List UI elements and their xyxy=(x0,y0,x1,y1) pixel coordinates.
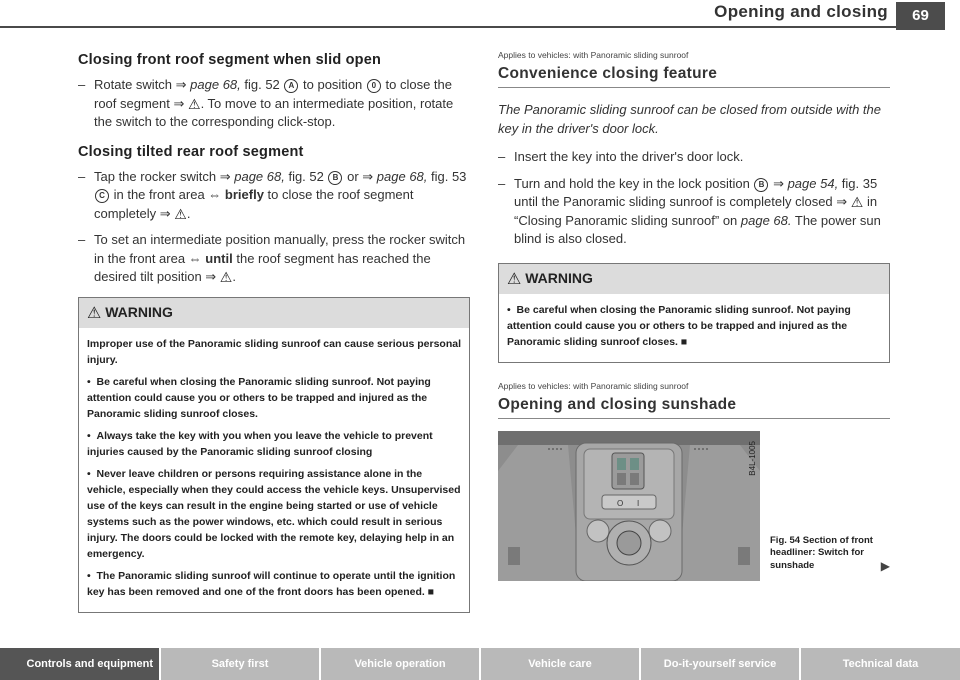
callout-0: 0 xyxy=(367,79,381,93)
page-reference[interactable]: page 68, xyxy=(376,168,428,184)
page-reference[interactable]: page 68. xyxy=(740,212,792,228)
warning-box xyxy=(78,297,470,613)
warning-bullet: • Never leave children or persons requiring assistance alone in the vehicle, especially when they could access the vehicle keys. Unsupervised use of the keys can result in the engine being started or use of vehicle systems such as the power windows, etc. which could result in serious injury. The doors could be locked with the remote key, delaying help in an emergency. xyxy=(87,467,461,560)
end-mark: ■ xyxy=(427,585,435,598)
continue-arrow-icon: ▶ xyxy=(880,558,890,573)
warning-triangle-icon: ⚠ xyxy=(507,270,522,288)
tab-safety-first[interactable]: Safety first xyxy=(161,648,321,680)
warning-body xyxy=(79,328,469,612)
section-heading-rear-segment: Closing tilted rear roof segment xyxy=(78,143,304,160)
tab-vehicle-care[interactable]: Vehicle care xyxy=(481,648,641,680)
section-rule xyxy=(498,418,890,419)
step-insert-key: – Insert the key into the driver's door lock. xyxy=(498,148,890,167)
figure-54 xyxy=(498,431,890,583)
step-turn-key: – Turn and hold the key in the lock position B ⇒ page 54, fig. 35 until the Panoramic sliding sunroof is completely closed ⇒ ⚠ in “Closing Panoramic sliding sunroof” on page 68. The power sun blind is also closed. xyxy=(498,175,890,249)
rocker-symbol-icon: ⇔ xyxy=(188,250,202,266)
section-rule xyxy=(498,87,890,88)
tab-controls-and-equipment[interactable]: Controls and equipment xyxy=(0,648,161,680)
end-mark: ■ xyxy=(680,335,688,348)
warning-header: ⚠ WARNING xyxy=(499,264,889,294)
step-tap-rocker: – Tap the rocker switch ⇒ page 68, fig. 52 B or ⇒ page 68, fig. 53 C in the front area ⇔ briefly to close the roof segment completely ⇒ ⚠. xyxy=(78,168,470,224)
warning-header: ⚠ WARNING xyxy=(79,298,469,328)
footer-nav xyxy=(0,648,960,680)
left-column xyxy=(78,52,470,613)
callout-c: C xyxy=(95,189,109,203)
tab-do-it-yourself-service[interactable]: Do-it-yourself service xyxy=(641,648,801,680)
warning-intro: Improper use of the Panoramic sliding sunroof can cause serious personal injury. xyxy=(87,337,462,366)
warning-triangle-icon: ⚠ xyxy=(219,269,233,285)
section-heading-front-segment: Closing front roof segment when slid open xyxy=(78,52,382,68)
step-rotate-switch: – Rotate switch ⇒ page 68, fig. 52 A to position 0 to close the roof segment ⇒ ⚠. To move to an intermediate position, rotate the switch to the corresponding click-stop. xyxy=(78,76,470,132)
page-reference[interactable]: page 54, xyxy=(787,175,839,191)
warning-bullet: • Always take the key with you when you leave the vehicle to prevent injuries caused by the Panoramic sliding sunroof closing xyxy=(87,429,433,458)
section-title-sunshade: Opening and closing sunshade xyxy=(498,395,737,413)
switch-label-off: O xyxy=(617,498,624,508)
warning-triangle-icon: ⚠ xyxy=(188,95,201,112)
tab-vehicle-operation[interactable]: Vehicle operation xyxy=(321,648,481,680)
rocker-symbol-icon: ⇔ xyxy=(208,187,222,202)
warning-body xyxy=(499,294,889,362)
header-rule xyxy=(0,26,908,28)
headliner-photo xyxy=(498,431,760,581)
warning-triangle-icon: ⚠ xyxy=(174,205,187,222)
callout-b: B xyxy=(328,171,342,185)
page-number: 69 xyxy=(896,2,945,30)
warning-bullet: • Be careful when closing the Panoramic sliding sunroof. Not paying attention could cause you or others to be trapped and injured as the Panoramic sliding sunroof closes. ■ xyxy=(507,303,851,348)
warning-box xyxy=(498,263,890,363)
tab-technical-data[interactable]: Technical data xyxy=(801,648,960,680)
figure-code: B4L-1005 xyxy=(748,440,757,476)
page-reference[interactable]: page 68, xyxy=(190,77,241,92)
step-intermediate-position: – To set an intermediate position manually, press the rocker switch in the front area ⇔ until the roof segment has reached the desired tilt position ⇒ ⚠. xyxy=(78,231,470,287)
warning-triangle-icon: ⚠ xyxy=(850,194,864,210)
section-title-convenience: Convenience closing feature xyxy=(498,65,718,82)
warning-bullet: • Be careful when closing the Panoramic sliding sunroof. Not paying attention could cause you or others to be trapped and injured as the Panoramic sliding sunroof closes. xyxy=(87,375,431,420)
page-header-title: Opening and closing xyxy=(714,2,888,21)
switch-label-on: I xyxy=(637,498,640,508)
section-intro: The Panoramic sliding sunroof can be closed from outside with the key in the driver's door lock. xyxy=(498,102,881,136)
applies-to-note: Applies to vehicles: with Panoramic sliding sunroof xyxy=(498,380,689,391)
warning-bullet: • The Panoramic sliding sunroof will continue to operate until the ignition key has been removed and one of the front doors has been opened. ■ xyxy=(87,569,456,598)
right-column xyxy=(498,50,890,583)
warning-triangle-icon: ⚠ xyxy=(87,304,102,322)
figure-caption: Fig. 54 Section of front headliner: Switch for sunshade xyxy=(770,534,873,571)
applies-to-note: Applies to vehicles: with Panoramic sliding sunroof xyxy=(498,50,689,60)
callout-a: A xyxy=(284,79,298,93)
headliner-illustration xyxy=(498,431,760,581)
callout-b: B xyxy=(754,178,768,192)
page-reference[interactable]: page 68, xyxy=(234,168,285,184)
